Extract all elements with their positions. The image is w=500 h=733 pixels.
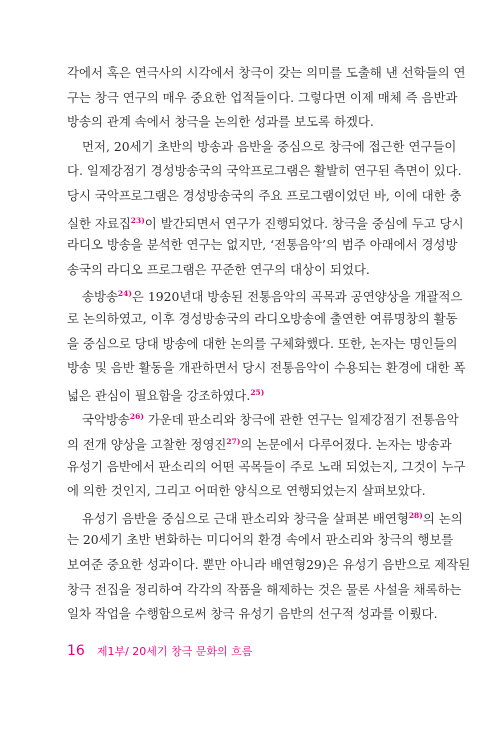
text-segment: 국악방송 xyxy=(82,412,130,428)
page-number: 16 xyxy=(67,642,85,659)
footnote-ref-27[interactable]: 27) xyxy=(226,437,241,446)
footnote-ref-26[interactable]: 26) xyxy=(129,412,144,422)
text-line: 각에서 혹은 연극사의 시각에서 창극이 갖는 의미를 도출해 낸 선학들의 연 xyxy=(67,65,466,80)
text-segment: 의 논의 xyxy=(422,510,463,526)
text-line: 방송의 관계 속에서 창극을 논의한 성과를 보도록 하겠다. xyxy=(67,114,374,130)
text-line xyxy=(82,506,463,529)
text-segment: 의 전개 양상을 고찰한 정영진 xyxy=(67,437,227,452)
text-line: 일차 작업을 수행함으로써 창극 유성기 음반의 선구적 성과를 이뤘다. xyxy=(67,606,438,622)
text-line: 구는 창극 연구의 매우 중요한 업적들이다. 그렇다면 이제 매체 즉 음반과 xyxy=(67,89,458,105)
text-line: 는 20세기 초반 변화하는 미디어의 환경 속에서 판소리와 창극의 행보를 xyxy=(67,532,454,548)
text-line: 에 의한 것인지, 그리고 어떠한 양식으로 연행되었는지 살펴보았다. xyxy=(67,483,426,499)
footnote-ref-28[interactable]: 28) xyxy=(408,510,423,520)
text-line: 당시 국악프로그램은 경성방송국의 주요 프로그램이었던 바, 이에 대한 충 xyxy=(67,188,462,203)
text-segment: 은 1920년대 방송된 전통음악의 곡목과 공연양상을 개괄적으 xyxy=(131,289,463,305)
text-line: 창극 전집을 정리하여 각각의 작품을 해제하는 것은 물론 사설을 채록하는 xyxy=(67,581,462,597)
footnote-ref-25[interactable]: 25) xyxy=(250,387,265,397)
text-line: 방송 및 음반 활동을 개관하면서 당시 전통음악이 수용되는 환경에 대한 폭 xyxy=(67,360,466,376)
text-segment: 넓은 관심이 필요함을 강조하였다. xyxy=(67,387,251,403)
text-segment: 의 논문에서 다루어졌다. 논자는 방송과 xyxy=(240,437,452,452)
text-segment: 이 발간되면서 연구가 진행되었다. 창극을 중심에 두고 당시 xyxy=(144,215,464,231)
text-line xyxy=(67,383,434,406)
text-line: 라디오 방송을 분석한 연구는 없지만, ‘전통음악’의 범주 아래에서 경성방 xyxy=(67,237,458,253)
text-line: 보여준 중요한 성과이다. 뿐만 아니라 배연형29)은 유성기 음반으로 제작된 xyxy=(67,557,471,572)
text-segment: 유성기 음반을 중심으로 근대 판소리와 창극을 살펴본 배연형 xyxy=(82,510,409,526)
running-header: 제1부/ 20세기 창극 문화의 흐름 xyxy=(96,644,253,658)
text-line xyxy=(82,407,459,430)
footnote-ref-24[interactable]: 24) xyxy=(117,289,132,299)
page-footer xyxy=(67,643,252,659)
text-line xyxy=(67,432,452,455)
text-line: 유성기 음반에서 판소리의 어떤 곡목들이 주로 노래 되었는지, 그것이 누구 xyxy=(67,458,466,474)
text-line: 로 논의하였고, 이후 경성방송국의 라디오방송에 출연한 여류명창의 활동 xyxy=(67,311,458,326)
text-line: 송국의 라디오 프로그램은 꾸준한 연구의 대상이 되었다. xyxy=(67,261,370,277)
text-segment: 실한 자료집 xyxy=(67,215,131,231)
text-line xyxy=(67,211,464,234)
text-line: 다. 일제강점기 경성방송국의 국악프로그램은 활발히 연구된 측면이 있다. xyxy=(67,163,462,179)
text-line: 을 중심으로 당대 방송에 대한 논의를 구체화했다. 또한, 논자는 명인들의 xyxy=(67,335,458,351)
footnote-ref-23[interactable]: 23) xyxy=(130,215,145,225)
text-segment: 송방송 xyxy=(82,289,118,305)
text-line xyxy=(82,284,463,307)
text-line: 먼저, 20세기 초반의 방송과 음반을 중심으로 창극에 접근한 연구들이 xyxy=(82,138,457,154)
text-segment: 가운데 판소리와 창극에 관한 연구는 일제강점기 전통음악 xyxy=(143,412,459,428)
